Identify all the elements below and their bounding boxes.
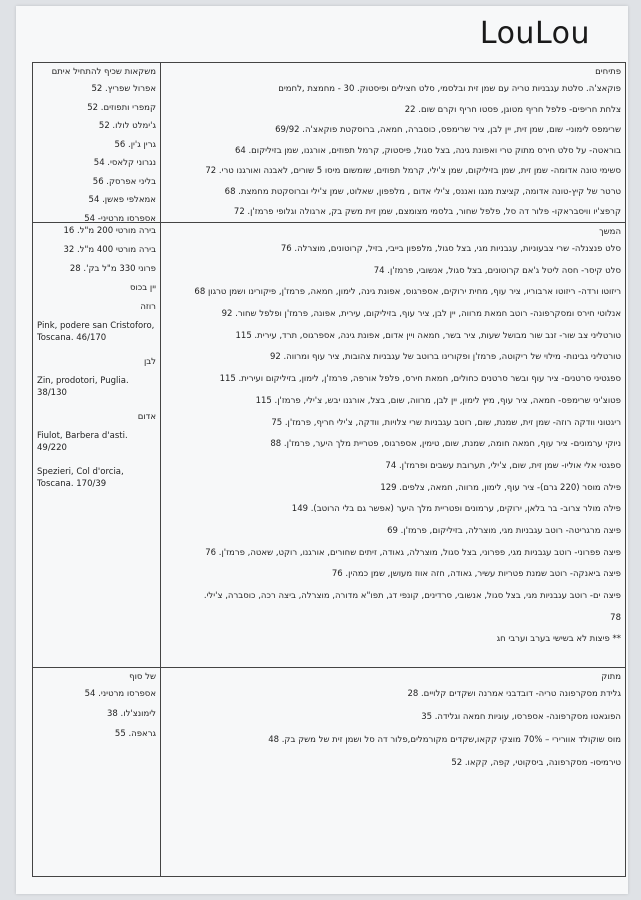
menu-item-closing: אספרסו מרטיני. 54 bbox=[84, 689, 156, 699]
restaurant-logo: LouLou bbox=[479, 16, 590, 51]
wines-section bbox=[33, 223, 161, 667]
wine-category: רוזה bbox=[140, 302, 156, 312]
menu-item-main: פילה מוסר (220 גרם)- ציר עוף, לימון, מרווה, חמאה, צלפים. 129 bbox=[380, 482, 621, 493]
menu-item-main: ** פיצות לא בשישי בערב וערבי חג bbox=[496, 634, 621, 645]
wines-list bbox=[37, 225, 156, 502]
menu-item-main: 78 bbox=[610, 612, 621, 623]
section-title-starters: פתיחים bbox=[595, 67, 621, 77]
menu-item-main: פיצה פפרוני- רוטב עגבניות מגי, פפרוני, בצל סגול, מוצרלה, גאודה, זיתים שחורים, אורגנו, רוקט, שאטה, פרמז'ן. 76 bbox=[205, 547, 621, 558]
wine-item: Spezieri, Col d'orcia, Toscana. 170/39 bbox=[37, 467, 124, 489]
wine-category: בירה מורטי 200 מ"ל. 16 bbox=[63, 226, 156, 236]
section-title-desserts: מתוק bbox=[601, 672, 621, 682]
menu-item-starter: בוראטה- על סלט חירס מתוק טרי ואפונת גינה, בצל סגול, פיסטוק, קרמל תפוזים, אורגנו, שמן בזיליקום. 64 bbox=[234, 145, 621, 156]
menu-item-main: פיצה מרגריטה- רוטב עגבניות מגי, מוצרלה, בזיליקום, פרמז'ן. 69 bbox=[387, 525, 621, 536]
menu-row-starters bbox=[33, 63, 625, 223]
menu-item-main: סלט פנצנלה- שרי צבעוניות, עגבניות מגי, בצל סגול, מלפפון בייבי, בזיל, קרוטונים, מוצרלה. 76 bbox=[280, 244, 621, 254]
menu-item-main: טורטליני גבינות- מילוי של ריקוטה, פרמז'ן ופקורינו ברוטב של עגבניות צהובות, ציר עוף ומרווה. 92 bbox=[269, 352, 621, 363]
menu-item-main: ריגטוני וודקה רוזה- שמן זית, שמנת, שום, רוטב עגבניות שרי צלויות, וודקה, צ'ילי חריף, פרמז'ן. 75 bbox=[271, 417, 621, 428]
menu-item-drink: אפרול שפריץ. 52 bbox=[91, 84, 156, 94]
menu-item-drink: גרין ג'ין. 56 bbox=[114, 139, 156, 150]
desserts-list bbox=[165, 688, 621, 780]
menu-item-main: אנלוטי חירס ומסקרפונה- רוטב חמאת מרווה, יין לבן, ציר עוף, בזיליקום, עירית, אפונה, פרמז'ן ופלפל שחור. 92 bbox=[221, 309, 621, 320]
menu-item-main: ספגטי אלי אוליו- שמן זית, שום, צ'ילי, תערובת עשבים ופרמז'ן. 74 bbox=[385, 460, 621, 471]
closing-list bbox=[37, 688, 156, 748]
mains-list bbox=[165, 243, 621, 655]
menu-item-main: ריזוטו ורדה- ריזוטו ארבוריו, ציר עוף, מחית ירוקים, אספרגוס, אפונת גינה, לימון, חמאה, פרמז'ן, פיקורינו ושמן טרגון 68 bbox=[194, 287, 621, 298]
menu-item-starter: סשימי טונה אדומה- שמן זית, שמן בזיליקום, שמן צ'ילי, קרמל תפוזים, שומשום מיסו 5 שורים, לאבנה ואורגנו טרי. 72 bbox=[205, 166, 621, 176]
menu-item-main: פיצה ים- רוטב עגבניות מגי, בצל סגול, אנשובי, סרדינים, קונפי דג, תפו"א מדורה, מוצרלה, ביצה רכה, כוסברה, צ'ילי. bbox=[203, 591, 621, 601]
wine-item: Zin, prodotori, Puglia. 38/130 bbox=[37, 376, 129, 398]
menu-item-dessert: הפוגאטו מסקרפונה- אספרסו, עוגיות חמאה וגלידה. 35 bbox=[421, 712, 621, 722]
starters-section bbox=[161, 63, 625, 222]
drinks-section bbox=[33, 63, 161, 222]
menu-item-main: סלט קיסר- חסה ליטל ג'אם קרוטונים, בצל סגול, אנשובי, פרמז'ן. 74 bbox=[373, 265, 621, 276]
section-title-closing: של סוף bbox=[129, 672, 156, 682]
wine-category: בירה מורטי 400 מ"ל. 32 bbox=[63, 245, 156, 255]
section-title-drinks: משקאות שכיף להתחיל איתם bbox=[51, 67, 156, 77]
menu-item-main: ספגטיני סרטנים- ציר עוף ובשר סרטנים כחולים, חמאת חירס, פלפל אורפה, פרמז'ן, לימון, בזיליקום ועירית. 115 bbox=[219, 374, 621, 385]
starters-list bbox=[165, 83, 621, 227]
section-title-mains: המשך bbox=[599, 227, 621, 237]
menu-item-main: טורטליני צב שור- זנב שור מבושל שעות, ציר בשר, חמאה ויין אדום, אפונת גינה, אספרגוס, תרד, עירית. 115 bbox=[235, 330, 621, 341]
menu-row-mains bbox=[33, 223, 625, 668]
menu-item-main: פטוצ'יני שרימפס- חמאה, ציר עוף, מיץ לימון, יין לבן, מרווה, שום, בצל, אורגנו יבש, צ'ילי, פרמז'ן. 115 bbox=[255, 395, 621, 406]
menu-item-starter: טרטר של קיץ-טונה אדומה, קציצת מנגו ואננס, צ'ילי אדום , מלפפון, שאלוט, שמן צ'ילי וברוסקטת מחמצת. 68 bbox=[224, 186, 621, 197]
wine-category: לבן bbox=[143, 357, 156, 367]
menu-item-drink: ג'ימלט לולו. 52 bbox=[98, 121, 156, 131]
menu-item-main: ניוקי ערמונים- ציר עוף, חמאה חומה, שמנת, שום, טימין, אספרגוס, פטריית מלך היער, פרמז'ן. 88 bbox=[270, 439, 621, 450]
wine-category: פרוני 330 מ"ל בק'. 28 bbox=[69, 264, 156, 274]
menu-item-drink: נגרוני קלאסי. 54 bbox=[93, 158, 156, 168]
menu-item-main: פיצה ביאנקה- רוטב שמנת פטריות עשיר, גאודה, חזה אווז מעושן, שמן כמהין. 76 bbox=[331, 569, 621, 580]
menu-item-dessert: גלידת מסקרפונה טריה- דובדבני אמרנה ושקדים קלויים. 28 bbox=[407, 689, 621, 699]
mains-section bbox=[161, 223, 625, 667]
menu-item-drink: בליני אפרסק. 56 bbox=[92, 176, 156, 187]
desserts-section bbox=[161, 668, 625, 876]
menu-item-dessert: מוס שוקולד אוורירי – 70% מוצקי קקאו,שקדים מקורמלים,פלור דה סל ושמן זית של משק בק. 48 bbox=[268, 735, 621, 745]
menu-item-drink: קמפרי ותפוזים. 52 bbox=[87, 102, 156, 113]
menu-item-drink: אמאלפי פאשן. 54 bbox=[88, 195, 156, 205]
menu-item-main: פילה מולר צרוב- בר בלאן, ירוקים, ערמונים ופטריית מלך היער (אפשר גם בלי הרוטב). 149 bbox=[291, 504, 621, 515]
menu-item-closing: גראפה. 55 bbox=[114, 729, 156, 739]
closing-section bbox=[33, 668, 161, 876]
menu-item-dessert: טירמיסו- מסקרפונה, ביסקוטי, קפה, קקאו. 52 bbox=[451, 758, 621, 768]
drinks-list bbox=[37, 83, 156, 231]
wine-category: אדום bbox=[137, 412, 156, 422]
menu-item-starter: קרפצ'יו וויסבראקו- פלור דה סל, פלפל שחור, בלסמי מצומצם, שמן זית משק בק, ארגולה וגלופי פרמז'ן. 72 bbox=[233, 207, 621, 217]
menu-item-drink: אספרסו מרטיני- 54 bbox=[84, 213, 156, 224]
menu-table bbox=[32, 62, 626, 877]
menu-item-closing: לימונצ'לו. 38 bbox=[107, 709, 156, 719]
wine-category: יין בכוס bbox=[129, 283, 156, 293]
menu-item-starter: צלחת חריפים- פלפל חריף מטוגן, פסטו חריף וקרם שום. 22 bbox=[404, 104, 621, 115]
wine-item: Pink, podere san Cristoforo, Toscana. 46/170 bbox=[37, 321, 155, 343]
wine-item: Fiulot, Barbera d'asti. 49/220 bbox=[37, 431, 128, 453]
menu-item-starter: שרימפס לימוני- שום, שמן זית, יין לבן, ציר שרימפס, כוסברה, חמאה, ברוסקטת פוקאצ'ה. 69/92 bbox=[275, 125, 621, 135]
menu-row-desserts bbox=[33, 668, 625, 876]
menu-item-starter: פוקאצ'ה. סלטת עגבניות טריה עם שמן זית ובלסמי, סלט חצילים ופיסטוק. 30 - מחמצת ,לחמים bbox=[278, 84, 621, 94]
